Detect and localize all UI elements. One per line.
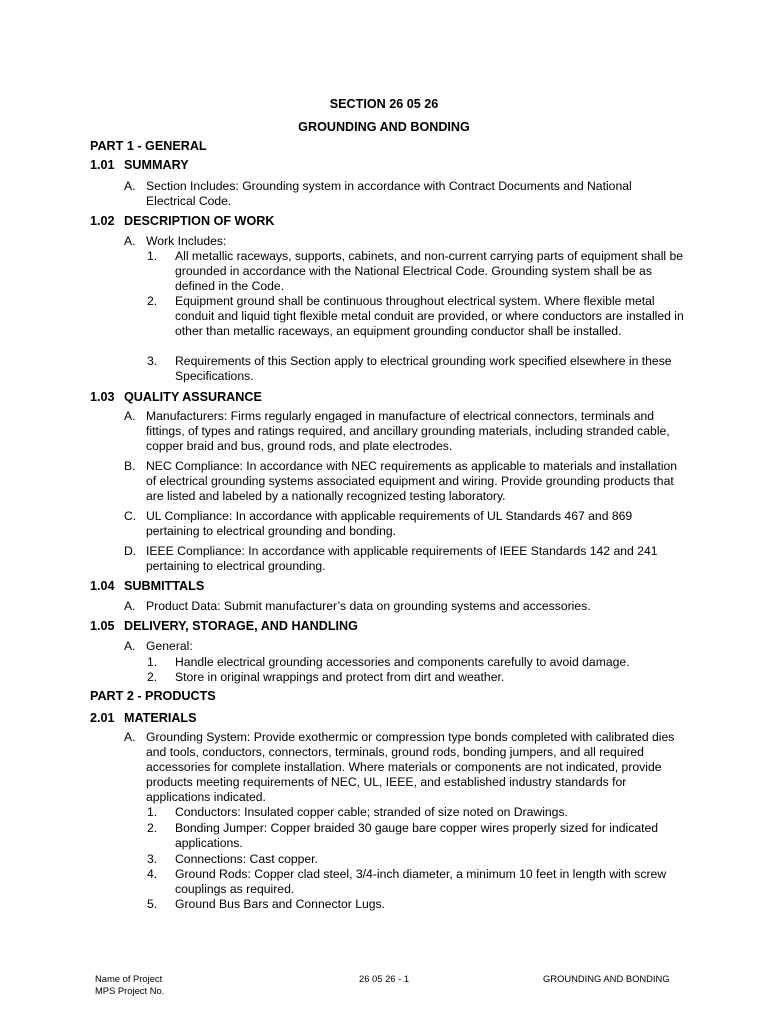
subparagraph-label: 1. xyxy=(147,805,158,819)
subparagraph-1-02-a-2 xyxy=(147,294,687,339)
subparagraph-text: Requirements of this Section apply to electrical grounding work specified elsewhere in these Specifications. xyxy=(175,354,672,383)
article-title: SUBMITTALS xyxy=(124,579,205,593)
paragraph-1-03-b xyxy=(124,459,684,504)
article-number: 1.02 xyxy=(90,214,115,228)
article-1-04-heading xyxy=(90,579,204,594)
paragraph-label: A. xyxy=(124,234,136,248)
paragraph-text: Grounding System: Provide exothermic or compression type bonds completed with calibrated dies and tools, conductors, connectors, terminals, ground rods, bonding jumpers, and all required accessories for complete installation. Where materials or components are not indicated, provide products meeting requirements of NEC, UL, IEEE, and established industry standards for applications indicated. xyxy=(146,730,675,804)
article-1-02-heading xyxy=(90,214,274,229)
footer-section-title: GROUNDING AND BONDING xyxy=(543,973,670,984)
subparagraph-2-01-a-5 xyxy=(147,897,687,912)
paragraph-text: NEC Compliance: In accordance with NEC requirements as applicable to materials and installation of electrical grounding systems associated equipment and wiring. Provide grounding products that are listed and labeled by a nationally recognized testing laboratory. xyxy=(146,459,678,503)
part-1-heading: PART 1 - GENERAL xyxy=(90,139,207,153)
article-title: DESCRIPTION OF WORK xyxy=(124,214,275,228)
paragraph-1-01-a xyxy=(124,179,684,209)
subparagraph-label: 2. xyxy=(147,670,158,684)
paragraph-1-04-a xyxy=(124,599,684,614)
subparagraph-label: 2. xyxy=(147,294,158,308)
section-number: SECTION 26 05 26 xyxy=(329,97,439,111)
paragraph-1-03-a xyxy=(124,409,684,454)
subparagraph-2-01-a-4 xyxy=(147,867,687,897)
subparagraph-label: 2. xyxy=(147,821,158,835)
article-number: 1.01 xyxy=(90,158,115,172)
paragraph-text: Product Data: Submit manufacturer’s data on grounding systems and accessories. xyxy=(146,599,591,613)
paragraph-1-02-a xyxy=(124,234,684,249)
subparagraph-label: 5. xyxy=(147,897,158,911)
article-2-01-heading xyxy=(90,711,197,726)
subparagraph-1-02-a-3 xyxy=(147,354,687,384)
part-2-heading: PART 2 - PRODUCTS xyxy=(90,689,216,703)
subparagraph-1-05-a-2 xyxy=(147,670,687,685)
paragraph-text: Work Includes: xyxy=(146,234,227,248)
article-title: QUALITY ASSURANCE xyxy=(124,390,262,404)
paragraph-2-01-a xyxy=(124,730,684,805)
paragraph-text: Manufacturers: Firms regularly engaged in manufacture of electrical connectors, terminals and fittings, of types and ratings required, and ancillary grounding materials, including stranded cable, copper braid and bus, ground rods, and plate electrodes. xyxy=(146,409,670,453)
paragraph-1-05-a xyxy=(124,639,684,654)
paragraph-label: A. xyxy=(124,599,136,613)
paragraph-label: B. xyxy=(124,459,136,473)
subparagraph-text: All metallic raceways, supports, cabinets, and non-current carrying parts of equipment shall be grounded in accordance with the National Electrical Code. Grounding system shall be as defined in the Code. xyxy=(175,249,684,293)
paragraph-text: General: xyxy=(146,639,193,653)
subparagraph-label: 3. xyxy=(147,852,158,866)
paragraph-text: Section Includes: Grounding system in accordance with Contract Documents and National Electrical Code. xyxy=(146,179,632,208)
paragraph-label: A. xyxy=(124,179,136,193)
article-number: 1.04 xyxy=(90,579,115,593)
subparagraph-1-02-a-1 xyxy=(147,249,687,294)
subparagraph-1-05-a-1 xyxy=(147,655,687,670)
paragraph-label: A. xyxy=(124,409,136,423)
footer-page-number: 26 05 26 - 1 xyxy=(359,973,410,984)
subparagraph-text: Equipment ground shall be continuous throughout electrical system. Where flexible metal conduit and liquid tight flexible metal conduit are provided, or where conductors are installed in other than metallic raceways, an equipment grounding conductor shall be installed. xyxy=(175,294,684,338)
paragraph-1-03-d xyxy=(124,544,684,574)
article-number: 1.05 xyxy=(90,619,115,633)
subparagraph-text: Ground Bus Bars and Connector Lugs. xyxy=(175,897,386,911)
paragraph-text: IEEE Compliance: In accordance with applicable requirements of IEEE Standards 142 and 241 pertaining to electrical grounding. xyxy=(146,544,658,573)
paragraph-label: C. xyxy=(124,509,137,523)
subparagraph-text: Ground Rods: Copper clad steel, 3/4-inch diameter, a minimum 10 feet in length with screw couplings as required. xyxy=(175,867,667,896)
subparagraph-2-01-a-1 xyxy=(147,805,687,820)
subparagraph-label: 1. xyxy=(147,655,158,669)
article-1-05-heading xyxy=(90,619,358,634)
section-title: GROUNDING AND BONDING xyxy=(298,120,470,134)
article-number: 2.01 xyxy=(90,711,115,725)
subparagraph-label: 3. xyxy=(147,354,158,368)
paragraph-label: A. xyxy=(124,730,136,744)
subparagraph-text: Bonding Jumper: Copper braided 30 gauge bare copper wires properly sized for indicated applications. xyxy=(175,821,659,850)
article-title: MATERIALS xyxy=(124,711,197,725)
paragraph-label: A. xyxy=(124,639,136,653)
subparagraph-label: 1. xyxy=(147,249,158,263)
paragraph-label: D. xyxy=(124,544,137,558)
paragraph-1-03-c xyxy=(124,509,684,539)
paragraph-text: UL Compliance: In accordance with applicable requirements of UL Standards 467 and 869 pertaining to electrical grounding and bonding. xyxy=(146,509,633,538)
article-title: DELIVERY, STORAGE, AND HANDLING xyxy=(124,619,358,633)
footer-project-name: Name of Project xyxy=(95,973,163,984)
subparagraph-text: Store in original wrappings and protect from dirt and weather. xyxy=(175,670,505,684)
subparagraph-text: Handle electrical grounding accessories and components carefully to avoid damage. xyxy=(175,655,630,669)
article-title: SUMMARY xyxy=(124,158,189,172)
subparagraph-2-01-a-3 xyxy=(147,852,687,867)
article-1-01-heading xyxy=(90,158,189,173)
subparagraph-text: Connections: Cast copper. xyxy=(175,852,318,866)
article-1-03-heading xyxy=(90,390,262,405)
article-number: 1.03 xyxy=(90,390,115,404)
subparagraph-2-01-a-2 xyxy=(147,821,687,851)
footer-project-number: MPS Project No. xyxy=(95,985,165,996)
subparagraph-label: 4. xyxy=(147,867,158,881)
subparagraph-text: Conductors: Insulated copper cable; stranded of size noted on Drawings. xyxy=(175,805,568,819)
